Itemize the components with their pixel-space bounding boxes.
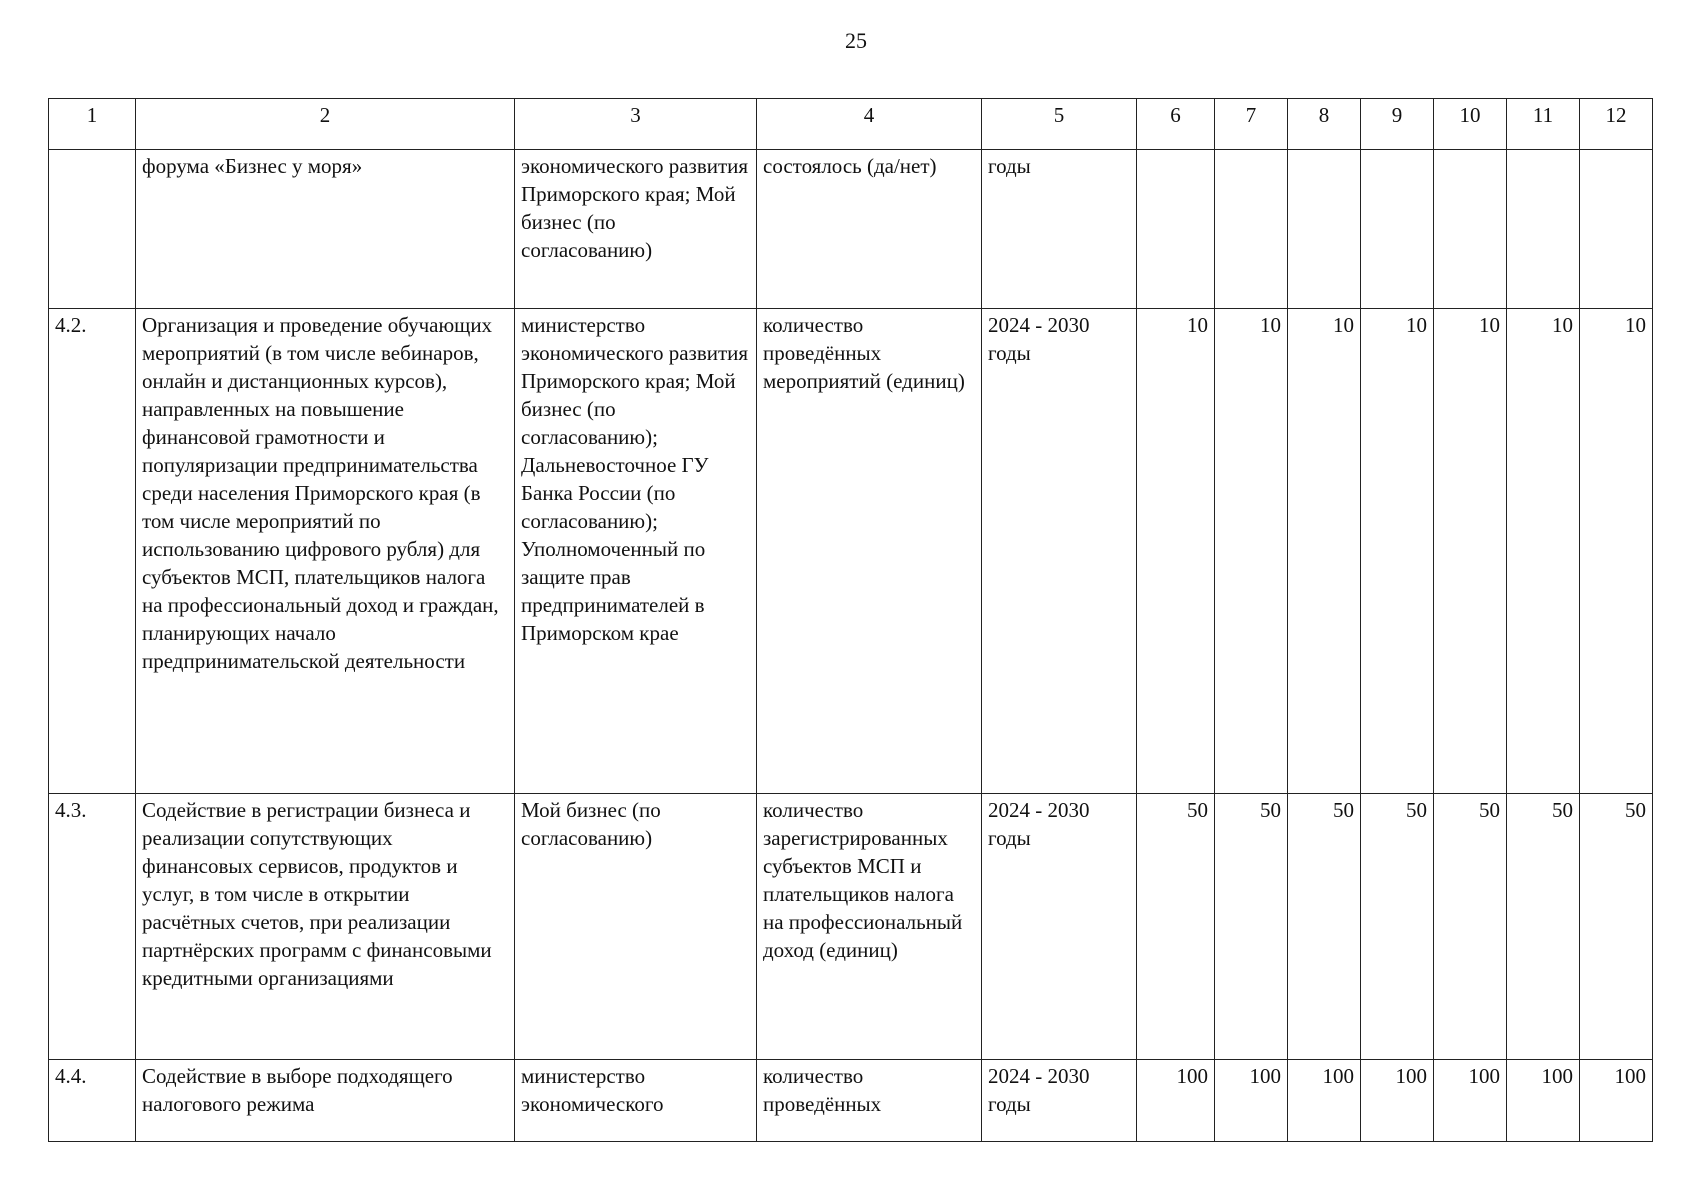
value-cell: 100 xyxy=(1507,1059,1580,1141)
value-cell: 10 xyxy=(1361,309,1434,794)
row-number: 4.2. xyxy=(49,309,136,794)
header-cell: 9 xyxy=(1361,99,1434,150)
value-cell: 100 xyxy=(1361,1059,1434,1141)
header-cell: 11 xyxy=(1507,99,1580,150)
table-row xyxy=(49,1059,1653,1141)
value-cell: 50 xyxy=(1580,794,1653,1059)
responsible: экономического развития Приморского края; Мой бизнес (по согласованию) xyxy=(515,150,757,309)
value-cell: 100 xyxy=(1434,1059,1507,1141)
value-cell xyxy=(1137,150,1215,309)
row-number: 4.4. xyxy=(49,1059,136,1141)
table-row xyxy=(49,150,1653,309)
table-row xyxy=(49,309,1653,794)
responsible: министерство экономического xyxy=(515,1059,757,1141)
value-cell xyxy=(1361,150,1434,309)
period: годы xyxy=(982,150,1137,309)
value-cell: 100 xyxy=(1215,1059,1288,1141)
event-name: форума «Бизнес у моря» xyxy=(136,150,515,309)
value-cell: 50 xyxy=(1434,794,1507,1059)
value-cell: 50 xyxy=(1215,794,1288,1059)
header-cell: 12 xyxy=(1580,99,1653,150)
value-cell: 10 xyxy=(1215,309,1288,794)
value-cell: 10 xyxy=(1507,309,1580,794)
header-cell: 8 xyxy=(1288,99,1361,150)
header-cell: 5 xyxy=(982,99,1137,150)
value-cell: 100 xyxy=(1288,1059,1361,1141)
period: 2024 - 2030 годы xyxy=(982,794,1137,1059)
header-cell: 2 xyxy=(136,99,515,150)
value-cell: 10 xyxy=(1580,309,1653,794)
value-cell xyxy=(1507,150,1580,309)
row-number: 4.3. xyxy=(49,794,136,1059)
value-cell: 50 xyxy=(1137,794,1215,1059)
indicator: состоялось (да/нет) xyxy=(757,150,982,309)
header-cell: 4 xyxy=(757,99,982,150)
header-row xyxy=(49,99,1653,150)
value-cell xyxy=(1434,150,1507,309)
value-cell: 100 xyxy=(1580,1059,1653,1141)
header-cell: 10 xyxy=(1434,99,1507,150)
indicator: количество проведённых xyxy=(757,1059,982,1141)
row-number xyxy=(49,150,136,309)
responsible: Мой бизнес (по согласованию) xyxy=(515,794,757,1059)
period: 2024 - 2030 годы xyxy=(982,1059,1137,1141)
value-cell xyxy=(1215,150,1288,309)
value-cell xyxy=(1580,150,1653,309)
table-row xyxy=(49,794,1653,1059)
value-cell: 10 xyxy=(1137,309,1215,794)
value-cell: 50 xyxy=(1507,794,1580,1059)
event-name: Организация и проведение обучающих мероприятий (в том числе вебинаров, онлайн и дистанционных курсов), направленных на повышение финансовой грамотности и популяризации предпринимательства среди населения Приморского края (в том числе мероприятий по использованию цифрового рубля) для субъектов МСП, плательщиков налога на профессиональный доход и граждан, планирующих начало предпринимательской деятельности xyxy=(136,309,515,794)
value-cell: 10 xyxy=(1288,309,1361,794)
event-name: Содействие в выборе подходящего налогового режима xyxy=(136,1059,515,1141)
header-cell: 3 xyxy=(515,99,757,150)
indicator: количество зарегистрированных субъектов МСП и плательщиков налога на профессиональный доход (единиц) xyxy=(757,794,982,1059)
plan-table xyxy=(48,98,1653,1142)
value-cell: 50 xyxy=(1288,794,1361,1059)
responsible: министерство экономического развития Приморского края; Мой бизнес (по согласованию); Дальневосточное ГУ Банка России (по согласованию); Уполномоченный по защите прав предпринимателей в Приморском крае xyxy=(515,309,757,794)
value-cell xyxy=(1288,150,1361,309)
event-name: Содействие в регистрации бизнеса и реализации сопутствующих финансовых сервисов, продуктов и услуг, в том числе в открытии расчётных счетов, при реализации партнёрских программ с финансовыми кредитными организациями xyxy=(136,794,515,1059)
value-cell: 10 xyxy=(1434,309,1507,794)
page-number: 25 xyxy=(845,28,867,53)
header-cell: 1 xyxy=(49,99,136,150)
header-cell: 7 xyxy=(1215,99,1288,150)
value-cell: 50 xyxy=(1361,794,1434,1059)
period: 2024 - 2030 годы xyxy=(982,309,1137,794)
indicator: количество проведённых мероприятий (единиц) xyxy=(757,309,982,794)
header-cell: 6 xyxy=(1137,99,1215,150)
value-cell: 100 xyxy=(1137,1059,1215,1141)
